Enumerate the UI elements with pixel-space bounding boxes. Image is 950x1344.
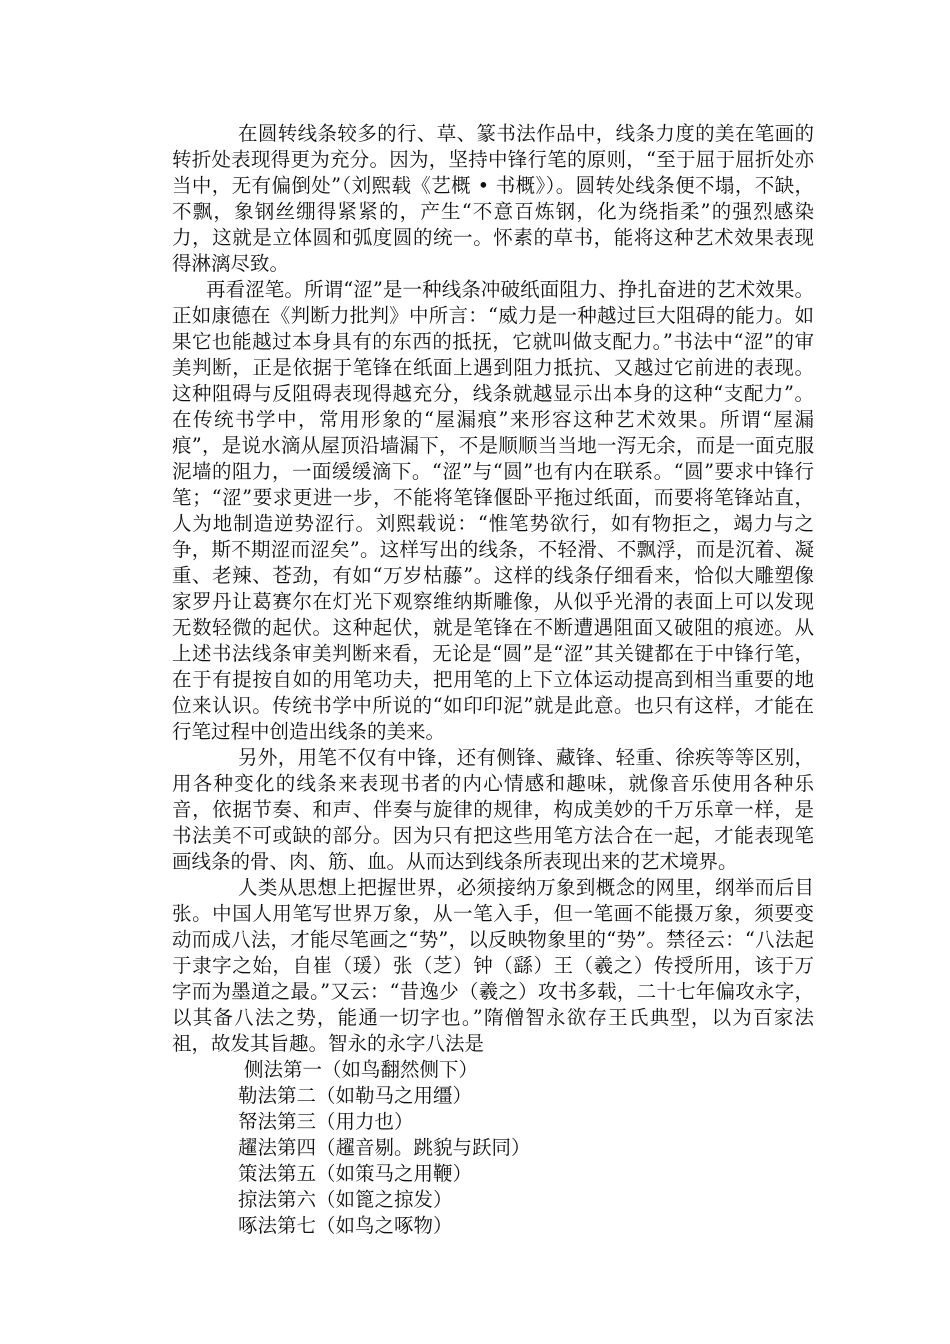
paragraph-ba-fa: 人类从思想上把握世界，必须接纳万象到概念的网里，纲举而后目张。中国人用笔写世界万象，从一笔入手，但一笔画不能摄万象，须要变动而成八法，才能尽笔画之“势”，以反映物象里的“势”。禁径云：“八法起于隶字之始，自崔（瑗）张（芝）钟（繇）王（羲之）传授所用，该于万字而为墨道之最。”又云：“昔逸少（羲之）攻书多载，二十七年偏攻永字，以其备八法之势，能通一切字也。”隋僧智永欲存王氏典型，以为百家法祖，故发其旨趣。智永的永字八法是 [172, 876, 814, 1055]
body-text [172, 121, 814, 1239]
list-item: 趯法第四（趯音剔。跳貌与跃同） [238, 1136, 531, 1159]
list-item: 啄法第七（如鸟之啄物） [238, 1214, 453, 1237]
list-item: 侧法第一（如鸟翻然侧下） [244, 1058, 479, 1081]
paragraph-yuan-zhuan: 在圆转线条较多的行、草、篆书法作品中，线条力度的美在笔画的转折处表现得更为充分。因为，坚持中锋行笔的原则，“至于屈于屈折处亦当中，无有偏倒处”（刘熙载《艺概 • 书概》）。圆转处线条便不塌，不缺，不飘，象钢丝绷得紧紧的，产生“不意百炼钢，化为绕指柔”的强烈感染力，这就是立体圆和弧度圆的统一。怀素的草书，能将这种艺术效果表现得淋漓尽致。 [172, 122, 814, 275]
list-item: 策法第五（如策马之用鞭） [238, 1162, 473, 1185]
paragraph-yong-bi: 另外，用笔不仅有中锋，还有侧锋、藏锋、轻重、徐疾等等区别，用各种变化的线条来表现书者的内心情感和趣味，就像音乐使用各种乐音，依据节奏、和声、伴奏与旋律的规律，构成美妙的千万乐章一样，是书法美不可或缺的部分。因为只有把这些用笔方法合在一起，才能表现笔画线条的骨、肉、筋、血。从而达到线条所表现出来的艺术境界。 [172, 746, 814, 873]
list-item: 勒法第二（如勒马之用缰） [238, 1084, 473, 1107]
eight-methods-list [172, 1057, 814, 1239]
list-item: 掠法第六（如篦之掠发） [238, 1188, 453, 1211]
paragraph-se-bi: 再看涩笔。所谓“涩”是一种线条冲破纸面阻力、挣扎奋进的艺术效果。正如康德在《判断力批判》中所言：“威力是一种越过巨大阻碍的能力。如果它也能越过本身具有的东西的抵抚，它就叫做支配力。”书法中“涩”的审美判断，正是依据于笔锋在纸面上遇到阻力抵抗、又越过它前进的表现。这种阻碍与反阻碍表现得越充分，线条就越显示出本身的这种“支配力”。在传统书学中，常用形象的“屋漏痕”来形容这种艺术效果。所谓“屋漏痕”，是说水滴从屋顶沿墙漏下，不是顺顺当当地一泻无余，而是一面克服泥墙的阻力，一面缓缓滴下。“涩”与“圆”也有内在联系。“圆”要求中锋行笔；“涩”要求更进一步，不能将笔锋偃卧平拖过纸面，而要将笔锋站直，人为地制造逆势涩行。刘熙载说：“惟笔势欲行，如有物拒之，竭力与之争，斯不期涩而涩矣”。这样写出的线条，不轻滑、不飘浮，而是沉着、凝重、老辣、苍劲，有如“万岁枯藤”。这样的线条仔细看来，恰似大雕塑像家罗丹让葛赛尔在灯光下观察维纳斯雕像，从似乎光滑的表面上可以发现无数轻微的起伏。这种起伏，就是笔锋在不断遭遇阻面又破阻的痕迹。从上述书法线条审美判断来看，无论是“圆”是“涩”其关键都在于中锋行笔，在于有提按自如的用笔功夫，把用笔的上下立体运动提高到相当重要的地位来认识。传统书学中所说的“如印印泥”就是此意。也只有这样，才能在行笔过程中创造出线条的美来。 [172, 278, 814, 743]
list-item: 帑法第三（用力也） [238, 1110, 414, 1133]
